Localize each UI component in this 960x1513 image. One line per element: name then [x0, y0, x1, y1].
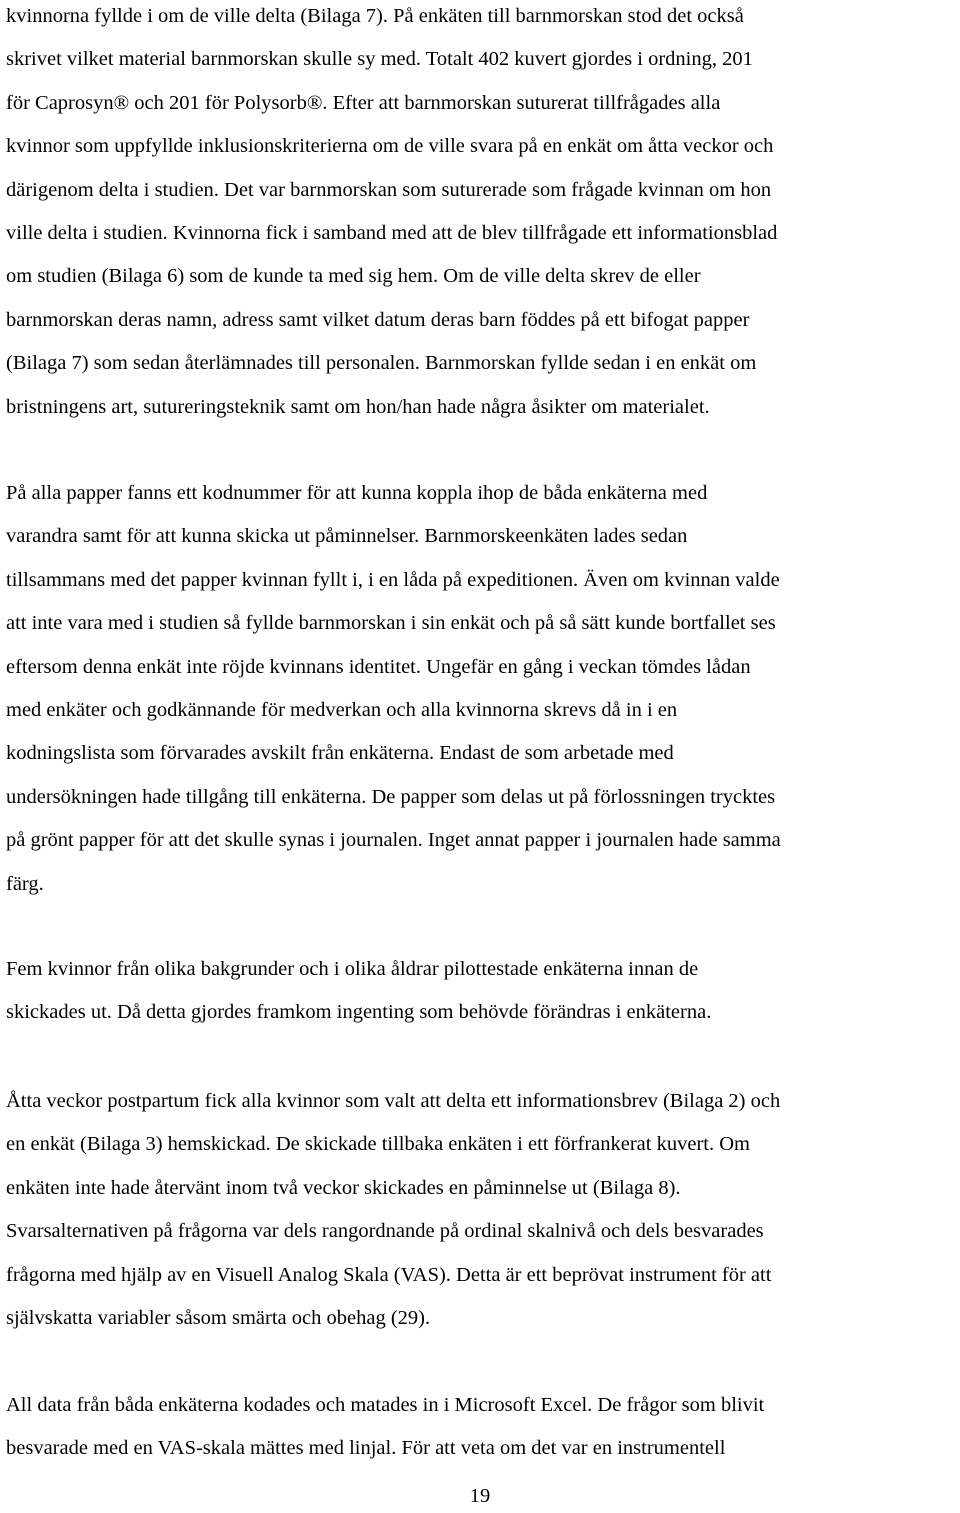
- text-line: för Caprosyn® och 201 för Polysorb®. Efter att barnmorskan suturerat tillfrågades alla: [6, 91, 721, 114]
- text-line: självskatta variabler såsom smärta och obehag (29).: [6, 1306, 431, 1329]
- text-line: tillsammans med det papper kvinnan fyllt i, i en låda på expeditionen. Även om kvinnan valde: [6, 568, 780, 591]
- text-line: enkäten inte hade återvänt inom två veckor skickades en påminnelse ut (Bilaga 8).: [6, 1176, 681, 1199]
- text-line: skrivet vilket material barnmorskan skulle sy med. Totalt 402 kuvert gjordes i ordning, 201: [6, 48, 753, 71]
- text-line: eftersom denna enkät inte röjde kvinnans identitet. Ungefär en gång i veckan tömdes lådan: [6, 655, 751, 678]
- text-line: ville delta i studien. Kvinnorna fick i samband med att de blev tillfrågade ett informationsblad: [6, 221, 778, 244]
- text-line: skickades ut. Då detta gjordes framkom ingenting som behövde förändras i enkäterna.: [6, 1001, 712, 1024]
- text-line: därigenom delta i studien. Det var barnmorskan som suturerade som frågade kvinnan om hon: [6, 178, 772, 201]
- text-line: Fem kvinnor från olika bakgrunder och i olika åldrar pilottestade enkäterna innan de: [6, 958, 699, 980]
- paragraph-2: [6, 472, 954, 906]
- text-line: kodningslista som förvarades avskilt från enkäterna. Endast de som arbetade med: [6, 742, 674, 765]
- text-line: med enkäter och godkännande för medverkan och alla kvinnorna skrevs då in i en: [6, 698, 678, 721]
- text-line: undersökningen hade tillgång till enkäterna. De papper som delas ut på förlossningen trycktes: [6, 785, 776, 808]
- paragraph-5: [6, 1384, 954, 1471]
- text-line: varandra samt för att kunna skicka ut påminnelser. Barnmorskeenkäten lades sedan: [6, 525, 688, 548]
- text-line: (Bilaga 7) som sedan återlämnades till personalen. Barnmorskan fyllde sedan i en enkät om: [6, 352, 757, 375]
- paragraph-1: [6, 0, 954, 429]
- text-line: På alla papper fanns ett kodnummer för att kunna koppla ihop de båda enkäterna med: [6, 482, 708, 504]
- paragraph-3: [6, 948, 954, 1035]
- text-line: på grönt papper för att det skulle synas i journalen. Inget annat papper i journalen hade samma: [6, 829, 781, 852]
- text-line: kvinnorna fyllde i om de ville delta (Bilaga 7). På enkäten till barnmorskan stod det också: [6, 5, 744, 27]
- text-line: färg.: [6, 872, 44, 895]
- text-line: att inte vara med i studien så fyllde barnmorskan i sin enkät och på så sätt kunde bortfallet ses: [6, 612, 776, 635]
- text-line: besvarade med en VAS-skala mättes med linjal. För att veta om det var en instrumentell: [6, 1437, 726, 1460]
- text-line: en enkät (Bilaga 3) hemskickad. De skickade tillbaka enkäten i ett förfrankerat kuvert. Om: [6, 1133, 750, 1156]
- text-line: barnmorskan deras namn, adress samt vilket datum deras barn föddes på ett bifogat papper: [6, 308, 750, 331]
- text-line: All data från båda enkäterna kodades och matades in i Microsoft Excel. De frågor som blivit: [6, 1394, 765, 1416]
- text-line: kvinnor som uppfyllde inklusionskriterierna om de ville svara på en enkät om åtta veckor och: [6, 135, 774, 158]
- text-line: frågorna med hjälp av en Visuell Analog Skala (VAS). Detta är ett beprövat instrument för att: [6, 1263, 772, 1286]
- text-line: Svarsalternativen på frågorna var dels rangordnande på ordinal skalnivå och dels besvarades: [6, 1220, 764, 1243]
- text-line: bristningens art, sutureringsteknik samt om hon/han hade några åsikter om materialet.: [6, 395, 710, 418]
- page-number: 19: [469, 1485, 491, 1507]
- text-line: Åtta veckor postpartum fick alla kvinnor som valt att delta ett informationsbrev (Bilaga 2) och: [6, 1090, 781, 1112]
- text-line: om studien (Bilaga 6) som de kunde ta med sig hem. Om de ville delta skrev de eller: [6, 265, 701, 288]
- paragraph-4: [6, 1080, 954, 1340]
